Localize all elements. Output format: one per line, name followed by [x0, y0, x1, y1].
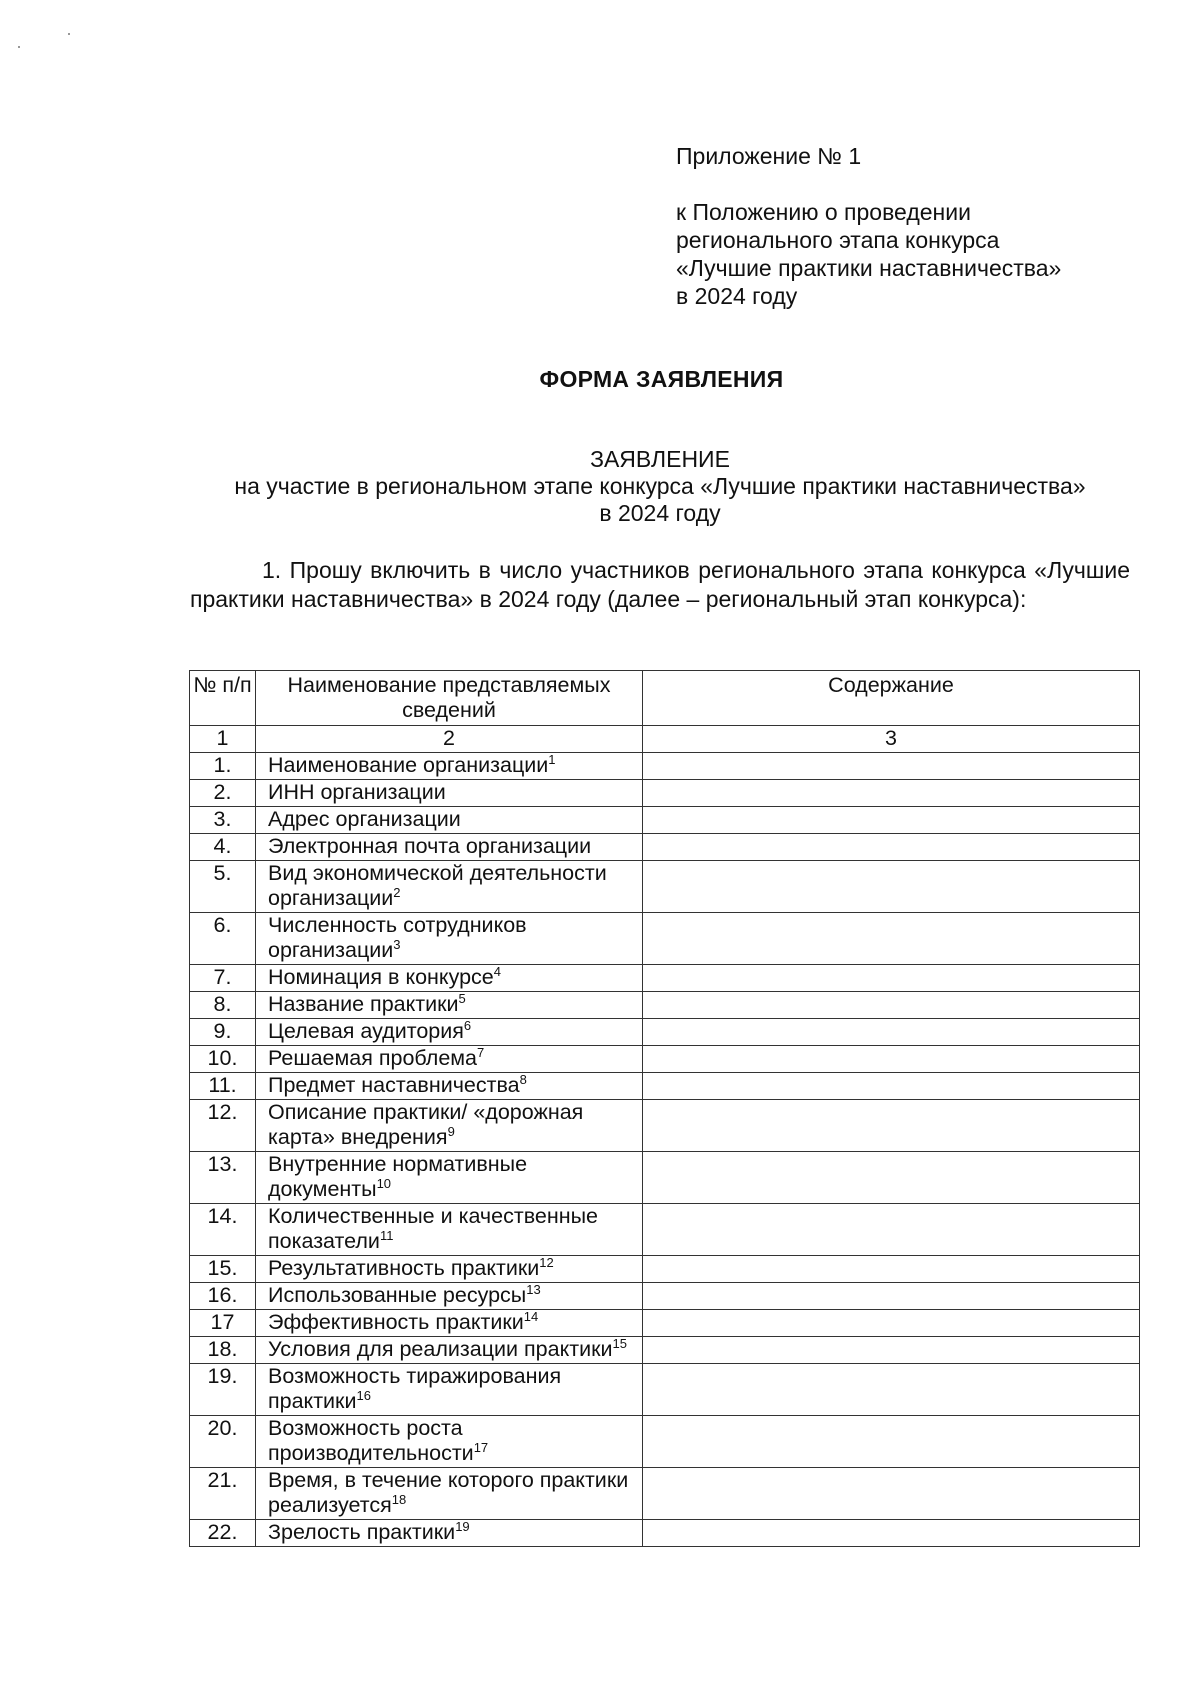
row-label-cell — [256, 913, 643, 965]
row-label-cell — [256, 1046, 643, 1073]
row-number: 14. — [190, 1204, 256, 1256]
row-label: Целевая аудитория — [268, 1019, 464, 1043]
table-row — [190, 913, 1140, 965]
row-label: Время, в течение которого практики реализуется — [268, 1468, 629, 1517]
appendix-line: регионального этапа конкурса — [676, 227, 1000, 253]
table-row — [190, 780, 1140, 807]
row-content-cell — [643, 1468, 1140, 1520]
table-row — [190, 1204, 1140, 1256]
row-content-cell — [643, 1283, 1140, 1310]
row-content-cell — [643, 1520, 1140, 1547]
row-label-cell — [256, 1019, 643, 1046]
table-row — [190, 1310, 1140, 1337]
footnote-marker: 12 — [539, 1255, 554, 1270]
row-label-cell — [256, 1283, 643, 1310]
row-number: 4. — [190, 834, 256, 861]
row-label: Описание практики/ «дорожная карта» внедрения — [268, 1100, 584, 1149]
footnote-marker: 18 — [391, 1492, 407, 1507]
table-row — [190, 1256, 1140, 1283]
table-row — [190, 753, 1140, 780]
table-row — [190, 834, 1140, 861]
statement-line: в 2024 году — [599, 500, 721, 526]
row-label: Название практики — [268, 992, 459, 1016]
table-row — [190, 965, 1140, 992]
footnote-marker: 19 — [455, 1519, 470, 1534]
row-number: 10. — [190, 1046, 256, 1073]
row-label-cell — [256, 1520, 643, 1547]
row-number: 13. — [190, 1152, 256, 1204]
appendix-block — [676, 142, 1136, 310]
row-content-cell — [643, 1416, 1140, 1468]
table-row — [190, 992, 1140, 1019]
table-row — [190, 861, 1140, 913]
table-header-row — [190, 671, 1140, 726]
row-label: Условия для реализации практики — [268, 1337, 613, 1361]
row-label: Предмет наставничества — [268, 1073, 520, 1097]
row-label-cell — [256, 1416, 643, 1468]
row-label-cell — [256, 834, 643, 861]
row-content-cell — [643, 834, 1140, 861]
footnote-marker: 1 — [548, 752, 556, 767]
table-row — [190, 1416, 1140, 1468]
row-number: 2. — [190, 780, 256, 807]
row-label: ИНН организации — [268, 780, 446, 804]
row-number: 15. — [190, 1256, 256, 1283]
footnote-marker: 11 — [379, 1228, 394, 1243]
column-number: 1 — [190, 726, 256, 753]
row-content-cell — [643, 992, 1140, 1019]
row-number: 17 — [190, 1310, 256, 1337]
form-title: ФОРМА ЗАЯВЛЕНИЯ — [539, 366, 784, 392]
row-content-cell — [643, 1204, 1140, 1256]
footnote-marker: 13 — [526, 1282, 541, 1297]
footnote-marker: 5 — [458, 991, 466, 1006]
row-content-cell — [643, 1337, 1140, 1364]
row-label-cell — [256, 753, 643, 780]
row-content-cell — [643, 1046, 1140, 1073]
row-label-cell — [256, 1204, 643, 1256]
row-number: 12. — [190, 1100, 256, 1152]
row-label-cell — [256, 807, 643, 834]
row-number: 18. — [190, 1337, 256, 1364]
row-number: 1. — [190, 753, 256, 780]
paragraph-text: 1. Прошу включить в число участников регионального этапа конкурса «Лучшие практики наставничества» в 2024 году (далее – региональный этап конкурса): — [190, 557, 1130, 612]
footnote-marker: 16 — [356, 1388, 371, 1403]
row-label: Использованные ресурсы — [268, 1283, 527, 1307]
row-label-cell — [256, 1256, 643, 1283]
row-label: Зрелость практики — [268, 1520, 456, 1544]
row-number: 8. — [190, 992, 256, 1019]
row-number: 6. — [190, 913, 256, 965]
row-label-cell — [256, 1100, 643, 1152]
column-number: 3 — [643, 726, 1140, 753]
footnote-marker: 9 — [447, 1124, 455, 1139]
row-label: Электронная почта организации — [268, 834, 592, 858]
header-content: Содержание — [643, 671, 1140, 726]
row-content-cell — [643, 1073, 1140, 1100]
row-content-cell — [643, 1100, 1140, 1152]
row-number: 3. — [190, 807, 256, 834]
row-label: Численность сотрудников организации — [268, 913, 527, 962]
row-number: 9. — [190, 1019, 256, 1046]
row-label: Результативность практики — [268, 1256, 540, 1280]
footnote-marker: 8 — [519, 1072, 527, 1087]
row-content-cell — [643, 1364, 1140, 1416]
table-row — [190, 1046, 1140, 1073]
footnote-marker: 14 — [523, 1309, 539, 1324]
scan-speck — [18, 46, 20, 48]
row-number: 21. — [190, 1468, 256, 1520]
table-row — [190, 1283, 1140, 1310]
table-row — [190, 1468, 1140, 1520]
footnote-marker: 7 — [477, 1045, 485, 1060]
column-number: 2 — [256, 726, 643, 753]
row-content-cell — [643, 1310, 1140, 1337]
row-number: 20. — [190, 1416, 256, 1468]
row-number: 5. — [190, 861, 256, 913]
header-number: № п/п — [190, 671, 256, 726]
statement-title: ЗАЯВЛЕНИЕ — [590, 446, 730, 472]
row-number: 7. — [190, 965, 256, 992]
row-label: Вид экономической деятельности организации — [268, 861, 607, 910]
row-label-cell — [256, 992, 643, 1019]
statement-line: на участие в региональном этапе конкурса «Лучшие практики наставничества» — [234, 473, 1086, 499]
row-label: Эффективность практики — [268, 1310, 524, 1334]
footnote-marker: 3 — [393, 937, 401, 952]
row-content-cell — [643, 1256, 1140, 1283]
row-label: Решаемая проблема — [268, 1046, 478, 1070]
row-label-cell — [256, 1073, 643, 1100]
row-label: Номинация в конкурсе — [268, 965, 494, 989]
table-row — [190, 1073, 1140, 1100]
appendix-line: к Положению о проведении — [676, 199, 971, 225]
row-label: Количественные и качественные показатели — [268, 1204, 598, 1253]
row-label-cell — [256, 780, 643, 807]
row-label-cell — [256, 1310, 643, 1337]
table-row — [190, 1152, 1140, 1204]
row-content-cell — [643, 1152, 1140, 1204]
row-content-cell — [643, 780, 1140, 807]
footnote-marker: 10 — [376, 1176, 392, 1191]
row-label-cell — [256, 861, 643, 913]
row-label-cell — [256, 1152, 643, 1204]
header-name: Наименование представляемых сведений — [256, 671, 643, 726]
row-label: Возможность тиражирования практики — [268, 1364, 562, 1413]
appendix-number: Приложение № 1 — [676, 143, 862, 169]
scan-speck — [68, 33, 70, 35]
table-row — [190, 1364, 1140, 1416]
row-number: 11. — [190, 1073, 256, 1100]
table-row — [190, 1520, 1140, 1547]
table-row — [190, 807, 1140, 834]
table-row — [190, 1019, 1140, 1046]
appendix-line: в 2024 году — [676, 283, 798, 309]
row-number: 16. — [190, 1283, 256, 1310]
row-label: Возможность роста производительности — [268, 1416, 474, 1465]
column-numbers-row — [190, 726, 1140, 753]
footnote-marker: 4 — [493, 964, 501, 979]
row-label-cell — [256, 965, 643, 992]
row-number: 19. — [190, 1364, 256, 1416]
footnote-marker: 17 — [473, 1440, 489, 1455]
row-content-cell — [643, 1019, 1140, 1046]
appendix-line: «Лучшие практики наставничества» — [676, 255, 1062, 281]
request-paragraph — [190, 556, 1130, 614]
footnote-marker: 6 — [463, 1018, 472, 1033]
row-label-cell — [256, 1337, 643, 1364]
footnote-marker: 2 — [393, 885, 401, 900]
row-label-cell — [256, 1468, 643, 1520]
row-content-cell — [643, 807, 1140, 834]
footnote-marker: 15 — [612, 1336, 627, 1351]
row-content-cell — [643, 913, 1140, 965]
row-label: Внутренние нормативные документы — [268, 1152, 528, 1201]
table-row — [190, 1337, 1140, 1364]
statement-heading — [190, 446, 1130, 527]
table-row — [190, 1100, 1140, 1152]
row-number: 22. — [190, 1520, 256, 1547]
application-table — [189, 670, 1140, 1547]
row-content-cell — [643, 753, 1140, 780]
row-content-cell — [643, 965, 1140, 992]
row-label-cell — [256, 1364, 643, 1416]
row-label: Адрес организации — [268, 807, 461, 831]
row-label: Наименование организации — [268, 753, 549, 777]
row-content-cell — [643, 861, 1140, 913]
